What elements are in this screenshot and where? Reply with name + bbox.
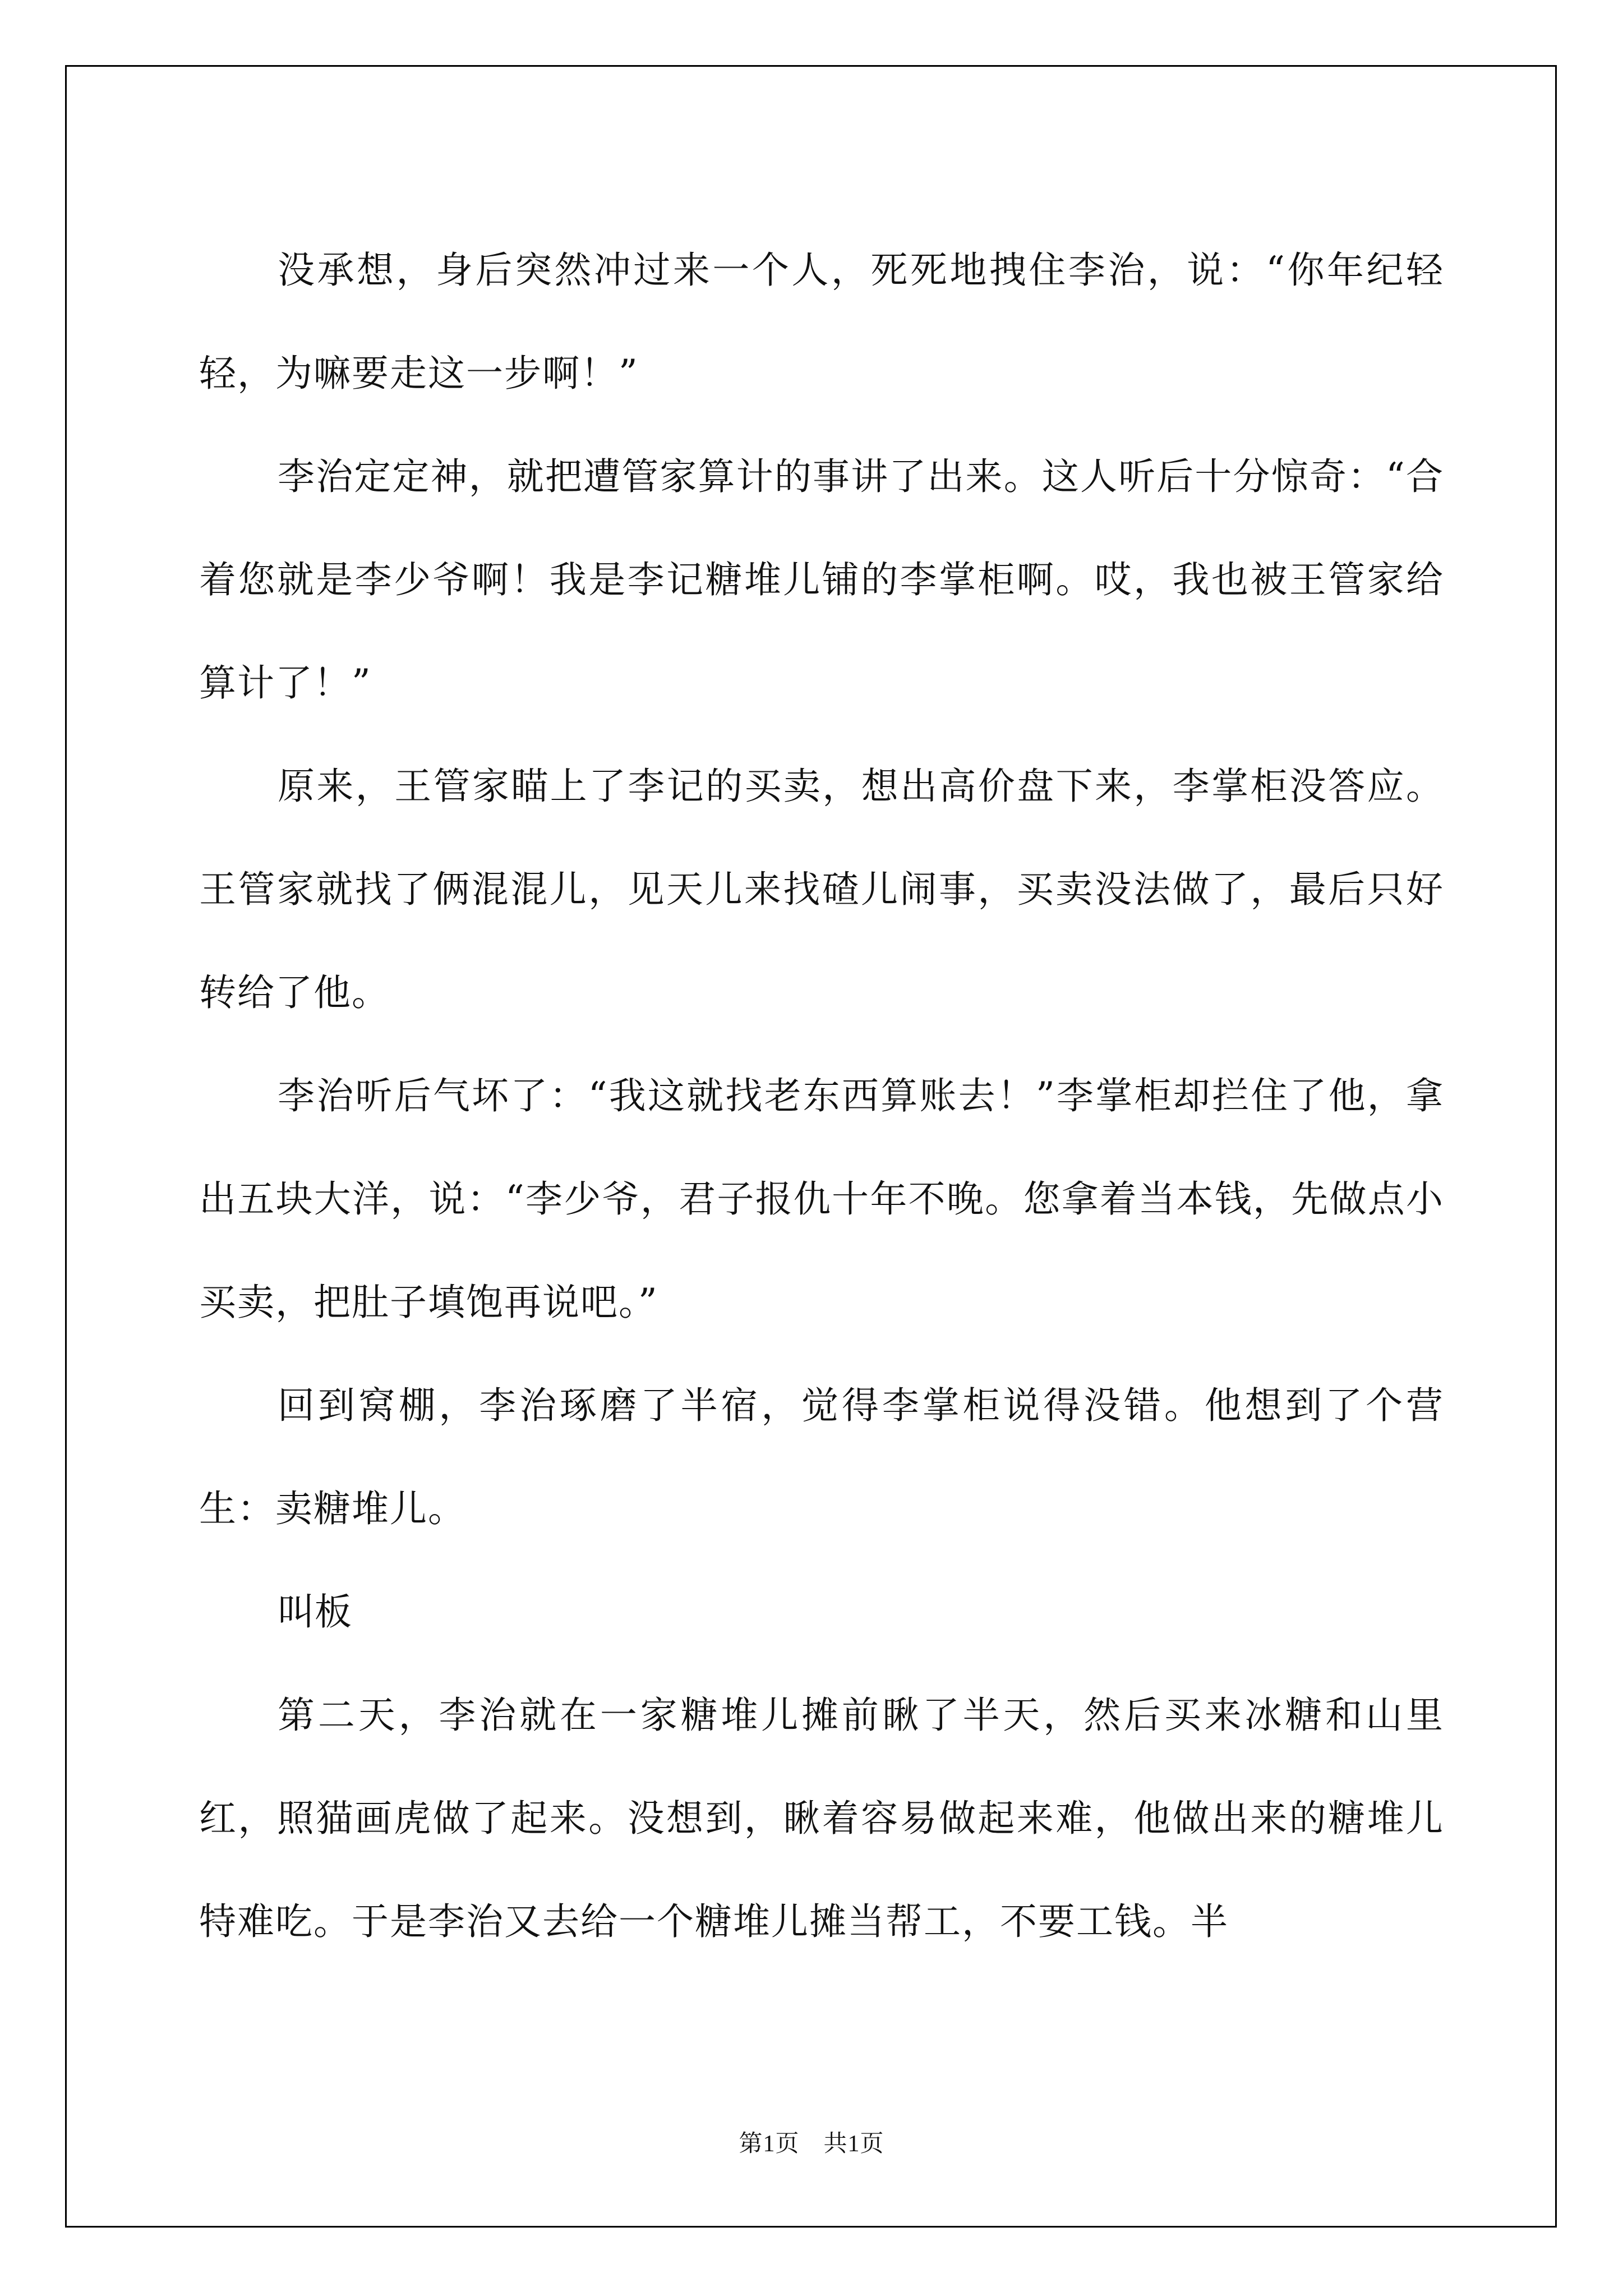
section-heading: 叫板 bbox=[278, 1590, 352, 1634]
paragraph-4: 李治听后气坏了：“我这就找老东西算账去！”李掌柜却拦住了他，拿出五块大洋，说：“李少爷，君子报仇十年不晚。您拿着当本钱，先做点小买卖，把肚子填饱再说吧。” bbox=[199, 1074, 1444, 1324]
paragraph-2: 李治定定神，就把遭管家算计的事讲了出来。这人听后十分惊奇：“合着您就是李少爷啊！我是李记糖堆儿铺的李掌柜啊。哎，我也被王管家给算计了！” bbox=[199, 455, 1444, 705]
paragraph-6: 第二天，李治就在一家糖堆儿摊前瞅了半天，然后买来冰糖和山里红，照猫画虎做了起来。没想到，瞅着容易做起来难，他做出来的糖堆儿特难吃。于是李治又去给一个糖堆儿摊当帮工，不要工钱。半 bbox=[199, 1694, 1444, 1943]
paragraph-1: 没承想，身后突然冲过来一个人，死死地拽住李治，说：“你年纪轻轻，为嘛要走这一步啊！” bbox=[199, 249, 1444, 395]
paragraph-3: 原来，王管家瞄上了李记的买卖，想出高价盘下来，李掌柜没答应。王管家就找了俩混混儿，见天儿来找碴儿闹事，买卖没法做了，最后只好转给了他。 bbox=[199, 765, 1444, 1014]
paragraph-5: 回到窝棚，李治琢磨了半宿，觉得李掌柜说得没错。他想到了个营生：卖糖堆儿。 bbox=[199, 1384, 1444, 1530]
document-body bbox=[199, 219, 1444, 1973]
page-footer: 第1页 共1页 bbox=[739, 2131, 884, 2157]
